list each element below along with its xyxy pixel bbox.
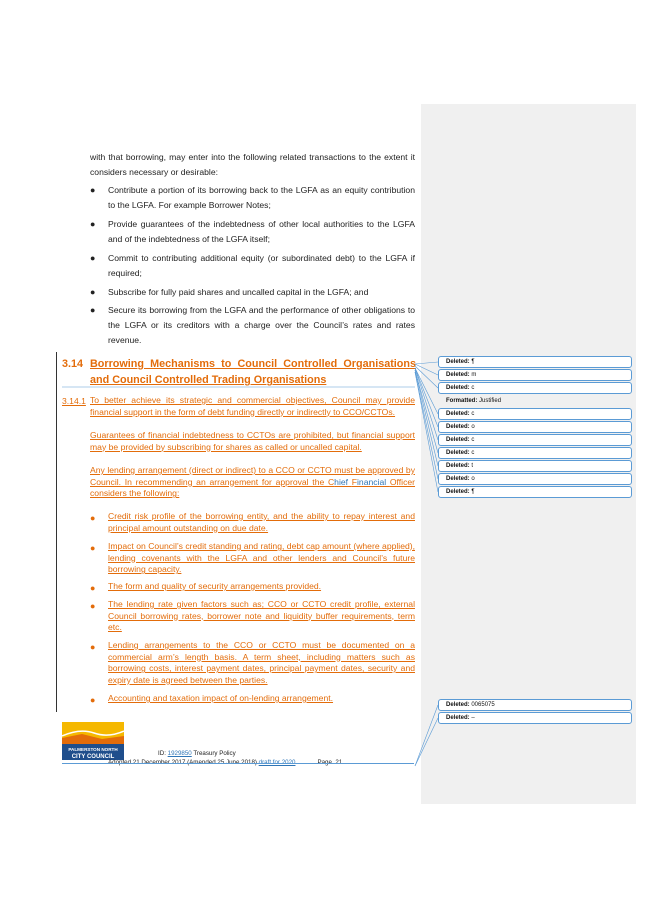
bullet-icon: ●: [90, 583, 96, 593]
section-number: 3.14: [62, 358, 84, 370]
bullet-icon: ●: [90, 513, 96, 523]
list-item: ● The form and quality of security arrangements provided.: [90, 581, 415, 593]
bullet-icon: ●: [90, 601, 96, 611]
list-item: ● Provide guarantees of the indebtedness of other local authorities to the LGFA and of the indebtedness of the LGFA itself;: [90, 219, 415, 244]
list-item: ● Contribute a portion of its borrowing back to the LGFA as an equity contribution to the LGFA. For example Borrower Notes;: [90, 185, 415, 210]
section-title: Borrowing Mechanisms to Council Controlled Organisations and Council Controlled Trading Organisations: [90, 358, 416, 386]
council-logo: [62, 722, 124, 760]
revision-balloon[interactable]: Deleted: c: [438, 434, 632, 446]
svg-text:PALMERSTON NORTH: PALMERSTON NORTH: [68, 747, 118, 752]
revision-balloon[interactable]: Deleted: o: [438, 473, 632, 485]
revision-balloon[interactable]: Deleted: t: [438, 460, 632, 472]
section-heading: [62, 356, 416, 388]
paragraph-guarantees: Guarantees of financial indebtedness to CCTOs are prohibited, but financial support may be provided by subscribing for shares as called or uncalled capital.: [90, 430, 415, 452]
revision-balloon[interactable]: Deleted: c: [438, 447, 632, 459]
bullet-icon: ●: [90, 185, 96, 195]
intro-paragraph: with that borrowing, may enter into the following related transactions to the extent it considers necessary or desirable:: [90, 152, 415, 177]
list-item: ● Lending arrangements to the CCO or CCTO must be documented on a commercial arm’s length basis. A term sheet, including matters such as borrowing costs, interest payment dates, principal payment dates, security and expiry date is agreed between the parties.: [90, 640, 415, 685]
revision-balloon[interactable]: Deleted: m: [438, 369, 632, 381]
list-item: ● Commit to contributing additional equity (or subordinated debt) to the LGFA if required;: [90, 253, 415, 278]
list-item: ● The lending rate given factors such as; CCO or CCTO credit profile, external Council borrowing rates, borrower note and liquidity buffer requirements, term etc.: [90, 599, 415, 633]
bullet-icon: ●: [90, 642, 96, 652]
bullet-icon: ●: [90, 305, 96, 315]
subsection-number: 3.14.1: [62, 396, 86, 406]
list-item: ● Accounting and taxation impact of on-lending arrangement.: [90, 693, 415, 705]
formatting-balloon[interactable]: Formatted: Justified: [446, 398, 502, 404]
footer-revision-balloon[interactable]: Deleted: 0065075: [438, 699, 632, 711]
bullet-icon: ●: [90, 543, 96, 553]
footer-rule: [62, 763, 414, 764]
list-item: ● Impact on Council’s credit standing and rating, debt cap amount (where applied), lending covenants with the LGFA and other lenders and Council’s future borrowing capacity.: [90, 541, 415, 575]
document-id: ID: 1929850 Treasury Policy: [158, 750, 236, 757]
paragraph-lending-arrangement: Any lending arrangement (direct or indirect) to a CCO or CCTO must be approved by Council. In recommending an arrangement for approval the Chief Financial Officer considers the following:: [90, 465, 416, 499]
svg-text:CITY COUNCIL: CITY COUNCIL: [71, 754, 115, 760]
bullet-icon: ●: [90, 253, 96, 263]
bullet-icon: ●: [90, 287, 96, 297]
change-bar: [56, 352, 57, 712]
revision-balloon[interactable]: Deleted: ¶: [438, 356, 632, 368]
bullet-icon: ●: [90, 695, 96, 705]
revision-balloon[interactable]: Deleted: c: [438, 408, 632, 420]
paragraph-financial-support: To better achieve its strategic and commercial objectives, Council may provide financial support in the form of debt funding directly or indirectly to CCO/CCTOs.: [90, 395, 415, 417]
list-item: ● Subscribe for fully paid shares and uncalled capital in the LGFA; and: [90, 285, 415, 300]
footer-revision-balloon[interactable]: Deleted: –: [438, 712, 632, 724]
list-item: ● Credit risk profile of the borrowing entity, and the ability to repay interest and principal amount outstanding on due date.: [90, 511, 415, 533]
list-item: ● Secure its borrowing from the LGFA and the performance of other obligations to the LGFA or its creditors with a charge over the Council’s rates and rates revenue.: [90, 305, 415, 345]
bullet-icon: ●: [90, 219, 96, 229]
revision-balloon[interactable]: Deleted: o: [438, 421, 632, 433]
revision-balloon[interactable]: Deleted: c: [438, 382, 632, 394]
revision-balloon[interactable]: Deleted: ¶: [438, 486, 632, 498]
